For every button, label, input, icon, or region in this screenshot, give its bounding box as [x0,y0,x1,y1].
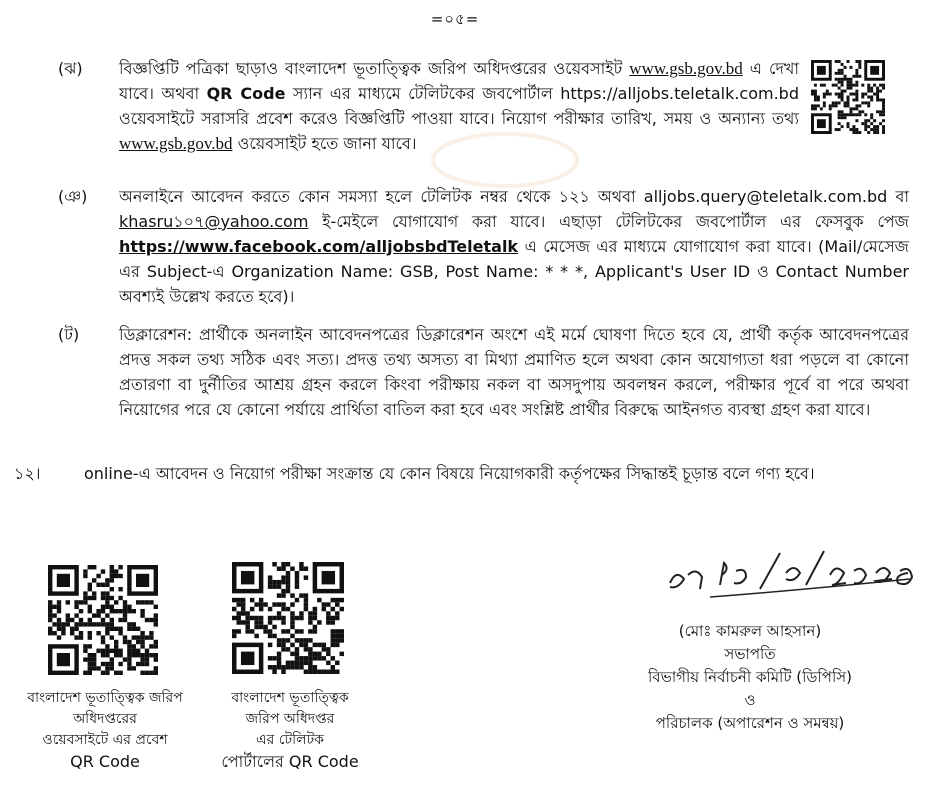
item-number: ১২। [14,464,41,483]
item-ta [14,322,939,452]
caption-line: QR Code [70,752,140,771]
item-12-text: online-এ আবেদন ও নিয়োগ পরীক্ষা সংক্রান্ত যে কোন বিষয়ে নিয়োগকারী কর্তৃপক্ষের সিদ্ধান্তই চূড়ান্ত বলে গণ্য হবে। [84,464,815,483]
item-nya-text [119,184,909,309]
item-jha [14,56,939,156]
signatory-designation: পরিচালক (অপারেশন ও সমন্বয়) [655,714,845,732]
qr-code-icon [810,60,886,134]
caption-line: অধিদপ্তরের [73,711,137,727]
item-marker: (ঞ) [58,187,88,206]
signatory-committee: বিভাগীয় নির্বাচনী কমিটি (ডিপিসি) [648,668,852,686]
signatory-name: (মোঃ কামরুল আহসান) [678,622,822,640]
text-segment: অনলাইনে আবেদন করতে কোন সমস্যা হলে টেলিটক নম্বর থেকে ১২১ অথবা alljobs.query@teletalk.com.bd বা [119,187,909,206]
item-marker: (ঝ) [58,59,83,78]
gsb-website-link-2[interactable]: www.gsb.gov.bd [119,134,233,153]
signatory-block [560,620,940,735]
qr-code-icon [48,560,158,680]
signatory-conjunction: ও [744,691,756,709]
qr-code-gsb [48,560,158,680]
gsb-website-link[interactable]: www.gsb.gov.bd [629,59,743,78]
handwritten-signature [610,545,950,615]
text-segment: স্যান এর মাধ্যমে টেলিটকের জবপোর্টাল https://alljobs.teletalk.com.bd ওয়েবসাইটে সরাসরি প্রবেশ করেও বিজ্ঞপ্তিটি পাওয়া যাবে। নিয়োগ পরীক্ষার তারিখ, সময় ও অন্যান্য তথ্য [119,84,799,128]
text-segment: বিজ্ঞপ্তিটি পত্রিকা ছাড়াও বাংলাদেশ ভূতাত্ত্বিক জরিপ অধিদপ্তরের ওয়েবসাইট [119,59,630,78]
qr-code-small [810,60,886,134]
text-segment: এ দেখা যাবে। অথবা [119,59,799,103]
item-ta-text: ডিক্লারেশন: প্রার্থীকে অনলাইন আবেদনপত্রের ডিক্লারেশন অংশে এই মর্মে ঘোষণা দিতে হবে যে, প্রার্থী কর্তৃক আবেদনপত্রের প্রদত্ত সকল তথ্য সঠিক এবং সত্য। প্রদত্ত তথ্য অসত্য বা মিথ্যা প্রমাণিত হলে অথবা কোন অযোগ্যতা ধরা পড়লে বা কোনো প্রতারণা বা দুর্নীতির আশ্রয় গ্রহন করলে কিংবা পরীক্ষায় নকল বা অসদুপায় অবলম্বন করলে, পরীক্ষার পূর্বে বা পরে অথবা নিয়োগের পরে যে কোনো পর্যায়ে প্রার্থিতা বাতিল করা হবে এবং সংশ্লিষ্ট প্রার্থীর বিরুদ্ধে আইনগত ব্যবস্থা গ্রহণ করা যাবে। [119,325,909,419]
qr-caption-teletalk [200,688,380,772]
caption-line: ওয়েবসাইটে এর প্রবেশ [42,732,168,748]
text-segment: ই-মেইলে যোগাযোগ করা যাবে। এছাড়া টেলিটকের জবপোর্টাল এর ফেসবুক পেজ [308,212,909,231]
page-number: =০৫= [430,10,480,28]
email-link[interactable]: khasru১০৭@yahoo.com [119,212,309,231]
qr-caption-gsb [10,688,200,772]
item-jha-text [119,56,799,156]
signatory-title: সভাপতি [724,645,776,663]
caption-line: পোর্টালের QR Code [221,752,359,771]
text-segment: এ মেসেজ এর মাধ্যমে যোগাযোগ করা যাবে। (Mail/মেসেজ এর Subject-এ Organization Name: GSB, Post Name: * * *, Applicant's User ID ও Contact Number অবশ্যই উল্লেখ করতে হবে)। [119,237,909,306]
caption-line: বাংলাদেশ ভূতাত্ত্বিক জরিপ [27,690,183,706]
qr-code-icon [232,558,344,678]
facebook-link[interactable]: https://www.facebook.com/alljobsbdTeletalk [119,237,519,256]
qr-code-teletalk [232,558,344,678]
caption-line: এর টেলিটক [256,732,324,748]
qr-code-label: QR Code [206,84,286,103]
item-marker: (ট) [58,325,80,344]
caption-line: জরিপ অধিদপ্তর [245,711,335,727]
item-nya [14,184,939,314]
caption-line: বাংলাদেশ ভূতাত্ত্বিক [231,690,349,706]
text-segment: ওয়েবসাইট হতে জানা যাবে। [232,134,417,153]
